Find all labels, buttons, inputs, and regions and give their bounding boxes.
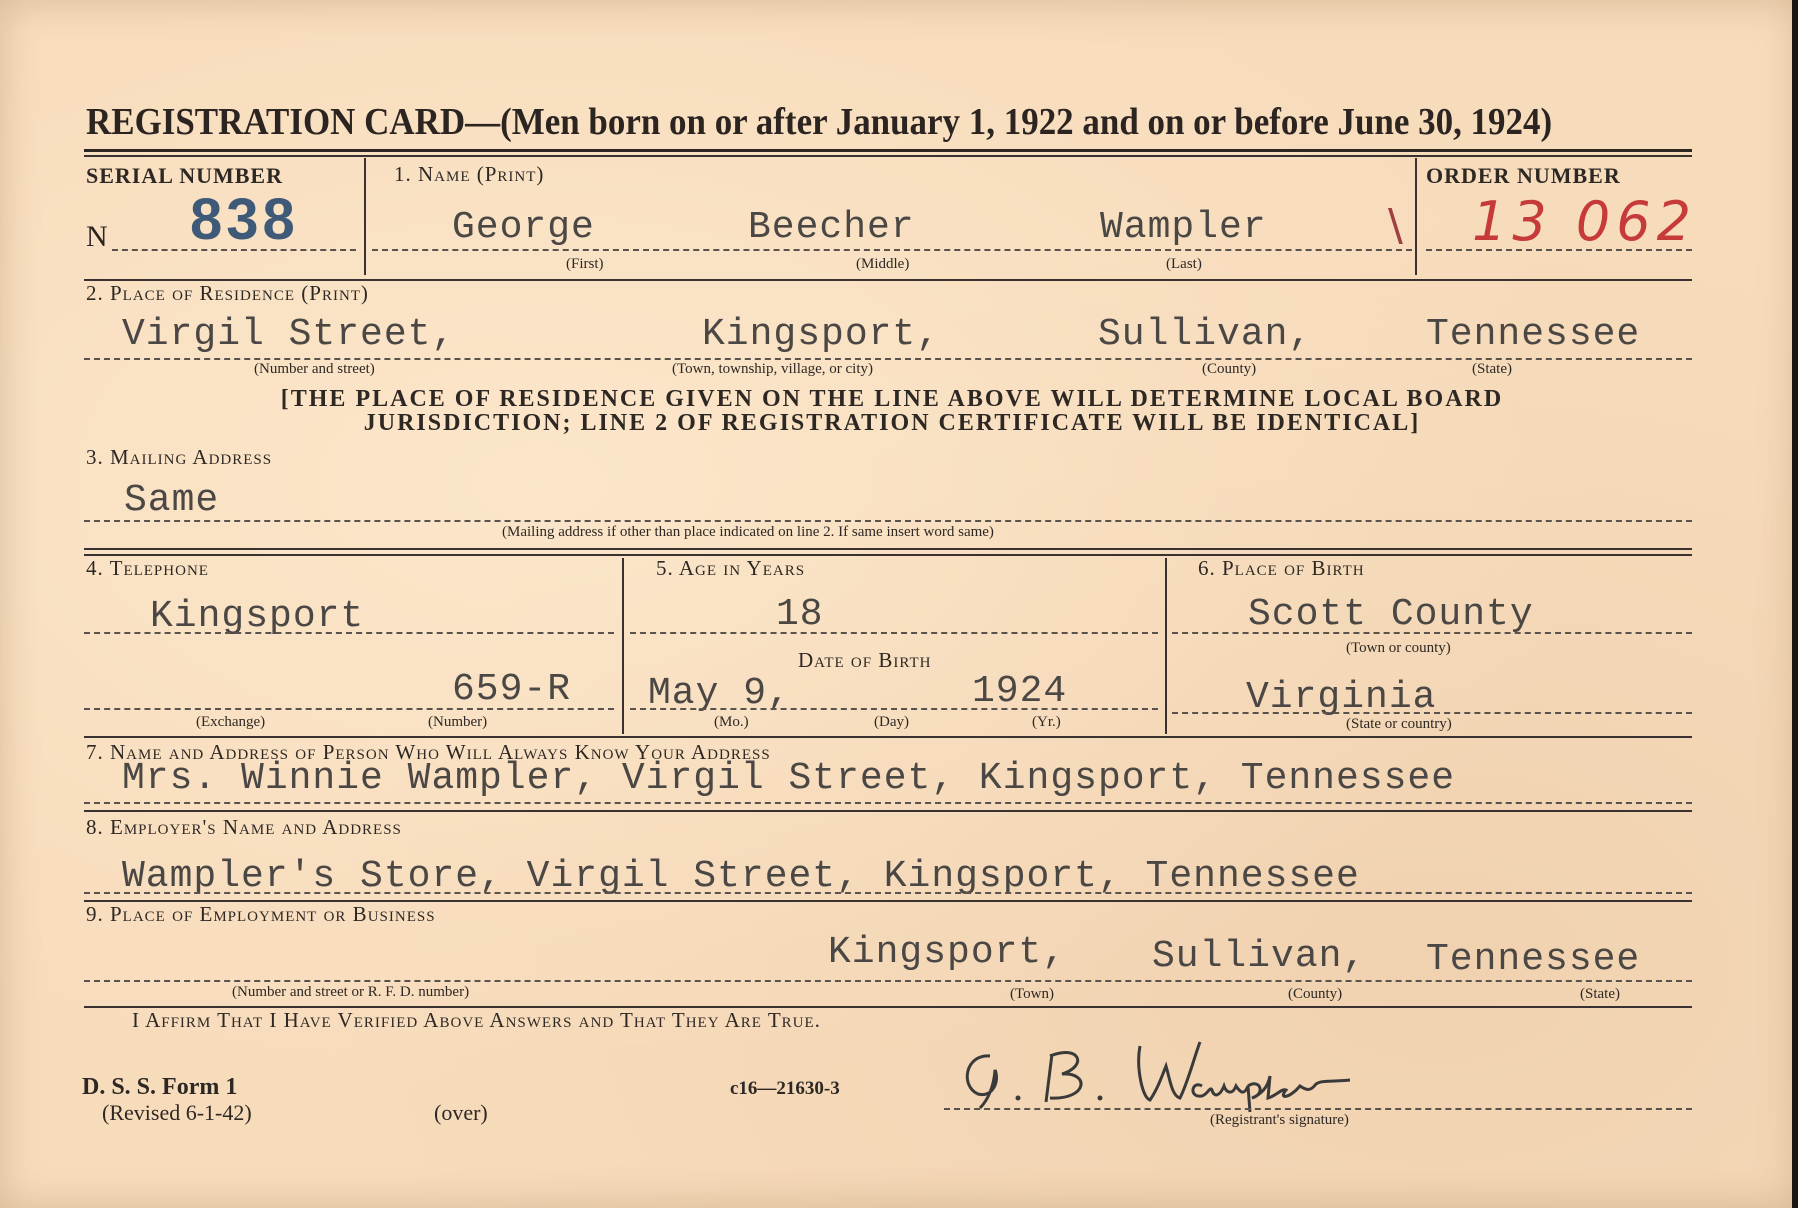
mailing-line: [84, 520, 1692, 522]
employer-label: 8. Employer's Name and Address: [86, 815, 402, 839]
employment-line: [84, 980, 1692, 982]
order-number-value: 13 062: [1472, 190, 1697, 253]
birthplace-state: Virginia: [1246, 676, 1437, 719]
form-over: (over): [434, 1100, 488, 1125]
middle-caption: (Middle): [856, 256, 910, 272]
print-code: c16—21630-3: [730, 1078, 840, 1099]
age-value: 18: [776, 593, 824, 636]
age-label: 5. Age in Years: [656, 556, 806, 580]
number-caption: (Number): [428, 714, 488, 730]
state-caption: (State): [1472, 361, 1512, 377]
birthplace-county-line: [1172, 632, 1692, 634]
employment-county-caption: (County): [1288, 986, 1343, 1002]
affirmation-text: I Affirm That I Have Verified Above Answers and That They Are True.: [132, 1008, 821, 1032]
employment-label: 9. Place of Employment or Business: [86, 902, 436, 926]
last-caption: (Last): [1166, 256, 1202, 272]
mailing-caption: (Mailing address if other than place indicated on line 2. If same insert word same): [502, 524, 994, 540]
residence-label: 2. Place of Residence (Print): [86, 281, 369, 305]
contact-value: Mrs. Winnie Wampler, Virgil Street, Kingsport, Tennessee: [122, 757, 1456, 800]
employment-town: Kingsport,: [828, 931, 1067, 974]
age-birth-divider: [1165, 558, 1167, 734]
title-rule: [84, 149, 1692, 152]
signature-line: [944, 1108, 1692, 1110]
town-county-caption: (Town or county): [1346, 640, 1451, 656]
residence-line: [84, 358, 1692, 360]
employment-town-caption: (Town): [1010, 986, 1054, 1002]
serial-prefix: N: [86, 220, 108, 253]
serial-line: [112, 249, 356, 251]
title-rule-2: [84, 155, 1692, 157]
telephone-label: 4. Telephone: [86, 556, 209, 580]
name-line: [372, 249, 1412, 251]
telephone-exchange: Kingsport: [150, 595, 365, 638]
age-line: [630, 632, 1158, 634]
dob-year: 1924: [972, 670, 1068, 713]
order-line: [1426, 249, 1692, 251]
serial-number-value: 838: [190, 187, 299, 252]
dob-month-day: May 9,: [648, 672, 791, 715]
serial-divider: [364, 158, 366, 275]
middle-name: Beecher: [748, 206, 915, 249]
employment-state-caption: (State): [1580, 986, 1620, 1002]
first-caption: (First): [566, 256, 604, 272]
street-caption: (Number and street): [254, 361, 375, 377]
employment-state: Tennessee: [1426, 938, 1641, 981]
last-name: Wampler: [1100, 206, 1267, 249]
row3-rule-2: [84, 554, 1692, 556]
state-country-caption: (State or country): [1346, 716, 1452, 732]
telephone-number: 659-R: [452, 668, 572, 711]
jurisdiction-notice-1: [THE PLACE OF RESIDENCE GIVEN ON THE LINE ABOVE WILL DETERMINE LOCAL BOARD: [280, 386, 1504, 412]
employer-value: Wampler's Store, Virgil Street, Kingsport, Tennessee: [122, 855, 1360, 898]
contact-label: 7. Name and Address of Person Who Will Always Know Your Address: [86, 740, 771, 764]
form-name: D. S. S. Form 1: [82, 1074, 238, 1100]
dob-label: Date of Birth: [798, 648, 932, 672]
registrant-signature: [950, 1036, 1470, 1116]
red-tick-mark: \: [1388, 200, 1403, 251]
card-edge: [1792, 0, 1798, 1208]
order-divider: [1415, 158, 1417, 275]
row6-rule: [84, 736, 1692, 738]
day-caption: (Day): [874, 714, 909, 730]
telephone-number-line: [84, 708, 614, 710]
residence-county: Sullivan,: [1098, 313, 1313, 356]
telephone-exchange-line: [84, 632, 614, 634]
birthplace-state-line: [1172, 712, 1692, 714]
row7-rule: [84, 810, 1692, 812]
serial-number-label: SERIAL NUMBER: [86, 163, 283, 188]
jurisdiction-notice-2: JURISDICTION; LINE 2 OF REGISTRATION CERTIFICATE WILL BE IDENTICAL]: [363, 410, 1421, 436]
employment-county: Sullivan,: [1152, 935, 1367, 978]
exchange-caption: (Exchange): [196, 714, 266, 730]
order-number-label: ORDER NUMBER: [1426, 163, 1621, 188]
town-caption: (Town, township, village, or city): [672, 361, 873, 377]
residence-town: Kingsport,: [702, 313, 941, 356]
tel-age-divider: [622, 558, 624, 734]
form-revised: (Revised 6-1-42): [102, 1100, 252, 1125]
year-caption: (Yr.): [1032, 714, 1061, 730]
employment-street-caption: (Number and street or R. F. D. number): [232, 984, 470, 1000]
residence-state: Tennessee: [1426, 313, 1641, 356]
contact-line: [84, 802, 1692, 804]
name-label: 1. Name (Print): [394, 162, 545, 186]
month-caption: (Mo.): [714, 714, 749, 730]
card-title: REGISTRATION CARD—(Men born on or after January 1, 1922 and on or before June 30, 1924): [86, 101, 1553, 143]
birthplace-label: 6. Place of Birth: [1198, 556, 1365, 580]
signature-drawing: [950, 1036, 1470, 1116]
mailing-value: Same: [124, 479, 220, 522]
first-name: George: [452, 206, 595, 249]
residence-street: Virgil Street,: [122, 313, 456, 356]
dob-line: [630, 708, 1158, 710]
signature-caption: (Registrant's signature): [1210, 1112, 1349, 1128]
mailing-label: 3. Mailing Address: [86, 445, 273, 469]
row3-rule: [84, 548, 1692, 550]
employer-line: [84, 892, 1692, 894]
county-caption: (County): [1202, 361, 1257, 377]
birthplace-county: Scott County: [1248, 593, 1534, 636]
